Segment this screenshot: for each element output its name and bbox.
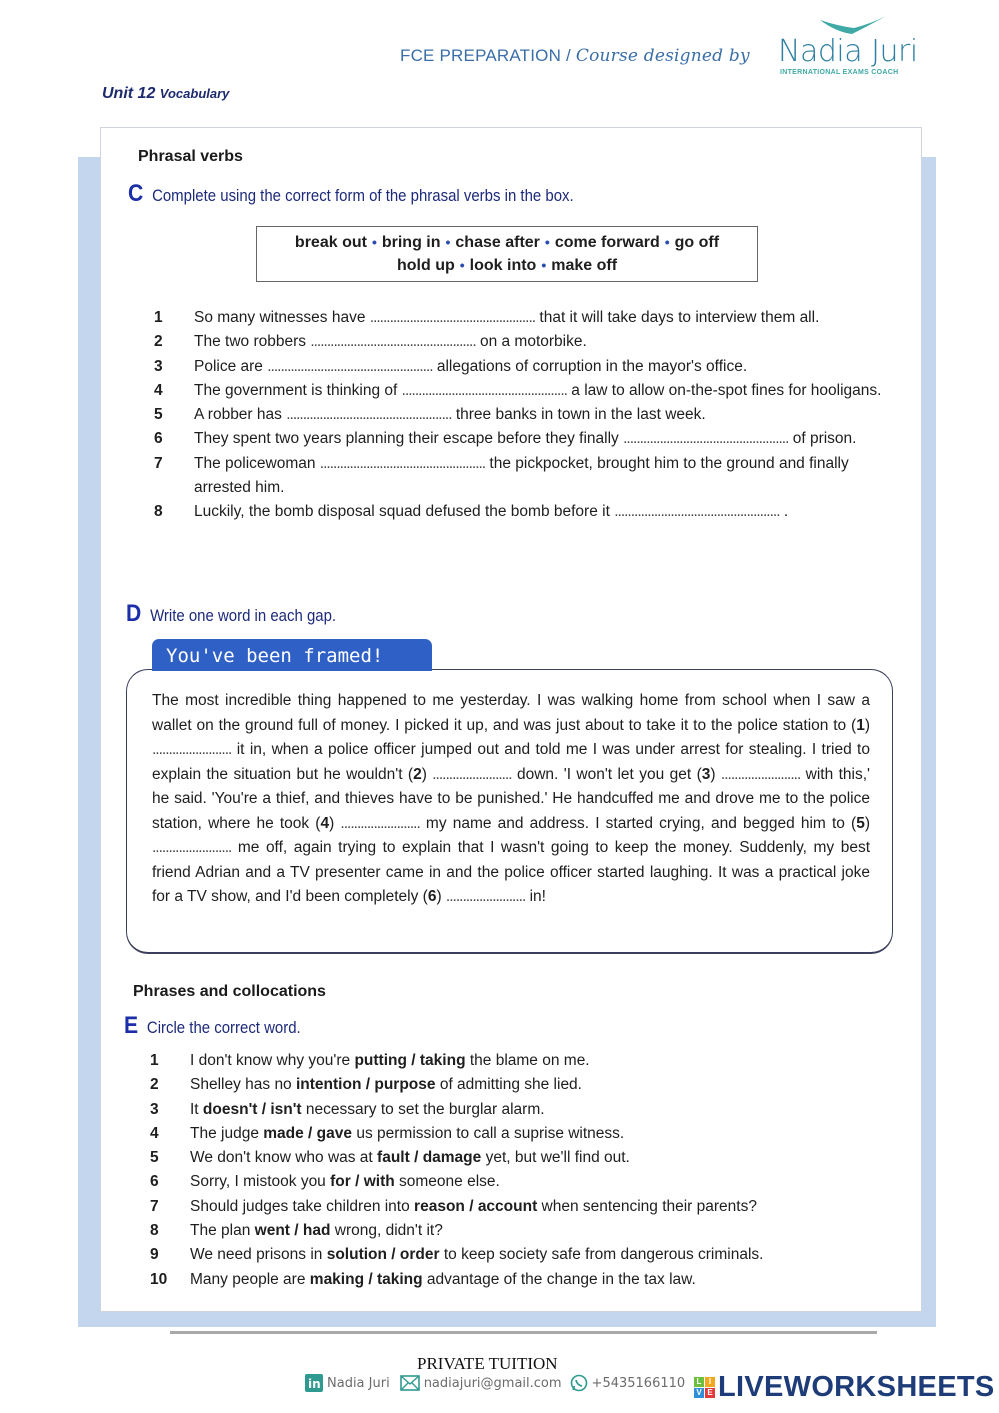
exercise-letter: C — [128, 180, 144, 207]
exercise-c-item — [150, 330, 890, 354]
option-slash: / — [257, 1100, 271, 1118]
sentence-start: We need prisons in — [190, 1246, 327, 1264]
sentence-end: allegations of corruption in the mayor's office. — [432, 357, 748, 375]
item-sentence — [190, 1122, 886, 1146]
sentence-start: It — [190, 1100, 203, 1118]
exercise-e-item — [146, 1146, 886, 1170]
word-option[interactable]: went — [254, 1222, 290, 1240]
item-number: 5 — [150, 1149, 159, 1167]
sentence-end: to keep society safe from dangerous criminals. — [439, 1246, 764, 1264]
sentence-end: when sentencing their parents? — [537, 1197, 757, 1215]
item-number: 7 — [150, 1197, 159, 1215]
option-slash: / — [350, 1173, 364, 1191]
phrasal-verb-option: come forward — [554, 234, 660, 251]
sentence-start: The government is thinking of — [194, 381, 402, 399]
story-segment: it in, when a police officer jumped out and told me I was under arrest for stealing. I tried to explain the situation but he wouldn't — [152, 741, 870, 783]
item-number: 6 — [150, 1173, 159, 1191]
word-option[interactable]: gave — [316, 1124, 353, 1142]
word-option[interactable]: order — [399, 1246, 440, 1264]
item-sentence — [194, 500, 890, 524]
item-sentence — [194, 452, 890, 501]
item-number: 3 — [150, 1100, 159, 1118]
unit-heading — [102, 85, 229, 103]
phrasal-verb-box — [256, 226, 758, 282]
option-slash: / — [409, 1149, 423, 1167]
item-number: 4 — [150, 1124, 159, 1142]
item-number: 1 — [150, 1052, 159, 1069]
gap-number: 5 — [856, 814, 865, 832]
bullet-separator: • — [664, 234, 670, 250]
gap-number: 3 — [701, 765, 711, 783]
answer-gap[interactable]: .................................................. — [614, 503, 780, 521]
sentence-start: Luckily, the bomb disposal squad defused the bomb before it — [194, 503, 615, 521]
phrasal-verb-option: hold up — [396, 257, 455, 274]
sentence-end: of prison. — [788, 430, 857, 448]
word-option[interactable]: putting — [354, 1052, 407, 1069]
story-gap[interactable]: (3) ........................ — [696, 765, 801, 783]
instruction-text: Complete using the correct form of the phrasal verbs in the box. — [152, 186, 574, 205]
option-slash: / — [406, 1052, 420, 1069]
sentence-end: that it will take days to interview them all. — [535, 309, 820, 326]
word-option[interactable]: for — [330, 1173, 351, 1191]
item-number: 7 — [154, 454, 163, 472]
answer-gap[interactable]: .................................................. — [401, 381, 567, 399]
brand-tile: I — [705, 1377, 715, 1387]
word-option[interactable]: reason — [414, 1197, 465, 1215]
item-sentence — [194, 427, 890, 451]
word-option[interactable]: had — [302, 1222, 331, 1240]
item-sentence — [190, 1195, 886, 1219]
email-address[interactable]: nadiajuri@gmail.com — [423, 1375, 562, 1391]
unit-label: Unit 12 — [102, 85, 156, 102]
email-icon[interactable] — [400, 1375, 420, 1391]
word-option[interactable]: purpose — [374, 1076, 436, 1094]
option-slash: / — [387, 1246, 400, 1264]
exercise-e-item — [146, 1268, 886, 1292]
sentence-end: advantage of the change in the tax law. — [422, 1270, 696, 1288]
option-slash: / — [361, 1076, 375, 1094]
brand-tile: L — [694, 1377, 704, 1387]
item-number: 5 — [154, 406, 163, 424]
sentence-end: on a motorbike. — [475, 333, 587, 351]
story-segment: my name and address. I started crying, and begged him to — [419, 814, 852, 832]
bullet-separator: • — [445, 234, 451, 250]
story-segment: me off, again trying to explain that I wasn't going to keep the money. Suddenly, my best friend Adrian and a TV presenter came in and the police officer started laughing. It was a practical joke for a TV show, and I'd been completely — [152, 839, 870, 905]
exercise-e-instruction — [124, 1012, 301, 1040]
logo-subtitle: INTERNATIONAL EXAMS COACH — [780, 69, 899, 76]
word-box-row — [257, 254, 757, 277]
item-sentence — [190, 1073, 886, 1097]
option-slash: / — [303, 1124, 317, 1142]
item-number: 4 — [154, 381, 163, 399]
bullet-separator: • — [459, 257, 465, 273]
item-sentence — [194, 379, 890, 403]
unit-topic: Vocabulary — [159, 86, 230, 101]
whatsapp-icon[interactable] — [570, 1374, 588, 1392]
exercise-d-instruction — [126, 600, 336, 628]
exercise-e-item — [146, 1170, 886, 1194]
sentence-end: a law to allow on-the-spot fines for hooligans. — [566, 381, 882, 399]
word-option[interactable]: made — [263, 1124, 304, 1142]
item-number: 1 — [154, 309, 163, 326]
answer-gap[interactable]: ........................ — [720, 765, 801, 783]
story-segment: down. 'I won't let you get — [511, 765, 697, 783]
sentence-start: Sorry, I mistook you — [190, 1173, 331, 1191]
word-option[interactable]: account — [477, 1197, 538, 1215]
word-option[interactable]: fault — [377, 1149, 410, 1167]
story-gap[interactable]: (1) ........................ — [152, 716, 870, 758]
answer-gap[interactable]: .................................................. — [267, 357, 433, 375]
exercise-letter: E — [124, 1012, 139, 1039]
item-sentence — [190, 1243, 886, 1267]
item-sentence — [190, 1098, 886, 1122]
item-number: 8 — [150, 1222, 159, 1240]
answer-gap[interactable]: .................................................. — [310, 333, 476, 351]
item-number: 2 — [154, 333, 163, 351]
phrasal-verb-option: chase after — [455, 234, 540, 251]
sentence-end: the pickpocket, brought him to the ground and finally arrested him. — [194, 454, 849, 497]
answer-gap[interactable]: ........................ — [445, 888, 526, 905]
word-option[interactable]: damage — [422, 1149, 482, 1167]
course-header — [400, 46, 750, 66]
linkedin-icon[interactable] — [305, 1374, 323, 1392]
sentence-end: someone else. — [394, 1173, 500, 1191]
sentence-end: yet, but we'll find out. — [481, 1149, 630, 1167]
item-sentence — [190, 1170, 886, 1194]
sentence-end: three banks in town in the last week. — [451, 406, 706, 424]
item-sentence — [194, 403, 890, 427]
header-separator: / — [566, 46, 571, 65]
story-gap[interactable]: (4) ........................ — [315, 814, 420, 832]
story-segment: The most incredible thing happened to me yesterday. I was walking home from school when I saw a wallet on the ground full of money. I picked it up, and was just about to take it to the police station to — [152, 692, 870, 734]
phrasal-verb-option: break out — [294, 234, 367, 251]
sentence-start: Shelley has no — [190, 1076, 296, 1094]
story-text — [152, 689, 870, 910]
gap-number: 2 — [413, 765, 422, 783]
exercise-e-item — [146, 1243, 886, 1267]
word-option[interactable]: isn't — [270, 1100, 302, 1118]
sentence-start: Should judges take children into — [190, 1197, 415, 1215]
brand-tile: V — [694, 1388, 704, 1398]
instruction-text: Write one word in each gap. — [150, 606, 337, 625]
phrasal-verb-option: look into — [469, 257, 537, 274]
answer-gap[interactable]: ........................ — [152, 741, 232, 758]
exercise-e-item — [146, 1122, 886, 1146]
option-slash: / — [364, 1270, 377, 1288]
bullet-separator: • — [541, 257, 547, 273]
exercise-e-item — [146, 1195, 886, 1219]
item-sentence — [194, 330, 890, 354]
answer-gap[interactable]: .................................................. — [286, 406, 452, 424]
gap-number: 4 — [320, 814, 330, 832]
liveworksheets-logo-icon — [694, 1377, 715, 1398]
sentence-start: A robber has — [194, 406, 287, 424]
sentence-end: wrong, didn't it? — [330, 1222, 443, 1240]
exercise-e-list — [146, 1049, 886, 1292]
story-segment: in! — [525, 888, 546, 905]
word-box-row — [257, 231, 757, 254]
nadia-juri-logo — [778, 14, 918, 78]
exercise-c-item — [150, 379, 890, 403]
item-number: 6 — [154, 430, 163, 448]
story-gap[interactable]: (2) ........................ — [407, 765, 512, 783]
word-option[interactable]: with — [363, 1173, 395, 1191]
exercise-c-instruction — [128, 180, 574, 208]
sentence-end: necessary to set the burglar alarm. — [301, 1100, 545, 1118]
brand-tile: E — [705, 1388, 715, 1398]
svg-text:in: in — [308, 1377, 321, 1391]
exercise-e-item — [146, 1049, 886, 1073]
sentence-start: The plan — [190, 1222, 255, 1240]
word-option[interactable]: taking — [376, 1270, 423, 1288]
item-number: 2 — [150, 1076, 159, 1094]
sentence-start: I don't know why you're — [190, 1052, 355, 1069]
section-heading-phrasal-verbs: Phrasal verbs — [138, 148, 243, 165]
item-sentence — [190, 1146, 886, 1170]
linkedin-name[interactable]: Nadia Juri — [327, 1375, 390, 1391]
footer-divider — [170, 1331, 877, 1334]
sentence-start: We don't know who was at — [190, 1149, 378, 1167]
story-gap[interactable]: (5) ........................ — [152, 814, 870, 856]
gap-number: 1 — [856, 716, 865, 734]
contact-bar — [305, 1374, 685, 1392]
exercise-c-item — [150, 427, 890, 451]
sentence-end: of admitting she lied. — [435, 1076, 582, 1094]
phrasal-verb-option: bring in — [381, 234, 441, 251]
option-slash: / — [289, 1222, 303, 1240]
sentence-start: Police are — [194, 357, 268, 375]
sentence-start: The policewoman — [194, 454, 320, 472]
item-number: 8 — [154, 503, 163, 521]
item-sentence — [194, 306, 890, 330]
liveworksheets-brand[interactable] — [694, 1371, 995, 1404]
exercise-c-item — [150, 355, 890, 379]
sentence-end: . — [779, 503, 789, 521]
bullet-separator: • — [371, 234, 377, 250]
sentence-start: So many witnesses have — [194, 309, 370, 326]
story-gap[interactable]: (6) ........................ — [422, 888, 526, 905]
bullet-separator: • — [544, 234, 550, 250]
exercise-e-item — [146, 1073, 886, 1097]
item-sentence — [190, 1268, 886, 1292]
answer-gap[interactable]: ........................ — [152, 839, 232, 856]
item-number: 3 — [154, 357, 163, 375]
item-number: 9 — [150, 1246, 159, 1264]
instruction-text: Circle the correct word. — [146, 1018, 301, 1037]
exercise-e-item — [146, 1098, 886, 1122]
story-segment: with this,' he said. 'You're a thief, and thieves have to be punished.' He handcuffed me and drove me to the police station, where he took — [152, 765, 871, 832]
item-number: 10 — [150, 1270, 168, 1288]
exercise-c-list — [150, 306, 890, 525]
exercise-c-item — [150, 452, 890, 501]
course-by-label: Course designed by — [575, 46, 750, 66]
exercise-e-item — [146, 1219, 886, 1243]
answer-gap[interactable]: .................................................. — [369, 309, 536, 326]
phone-number[interactable]: +5435166110 — [591, 1375, 686, 1391]
sentence-end: the blame on me. — [465, 1052, 590, 1069]
item-sentence — [194, 355, 890, 379]
answer-gap[interactable]: .................................................. — [623, 430, 789, 448]
phrasal-verb-option: go off — [674, 234, 720, 251]
program-label: FCE PREPARATION — [400, 46, 562, 65]
phrasal-verb-option: make off — [551, 257, 618, 274]
item-sentence — [190, 1219, 886, 1243]
answer-gap[interactable]: ........................ — [340, 814, 420, 832]
word-option[interactable]: taking — [419, 1052, 466, 1069]
sentence-end: us permission to call a suprise witness. — [352, 1124, 625, 1142]
word-option[interactable]: intention — [296, 1076, 362, 1094]
brand-name: LIVEWORKSHEETS — [718, 1371, 995, 1403]
exercise-c-item — [150, 500, 890, 524]
sentence-start: The judge — [190, 1124, 264, 1142]
sentence-start: Many people are — [190, 1270, 310, 1288]
answer-gap[interactable]: .................................................. — [319, 454, 486, 472]
footer-title: PRIVATE TUITION — [417, 1354, 558, 1373]
logo-name: Nadia Juri — [778, 34, 918, 69]
sentence-start: They spent two years planning their escape before they finally — [194, 430, 624, 448]
word-option[interactable]: doesn't — [202, 1100, 258, 1118]
word-option[interactable]: making — [309, 1270, 365, 1288]
exercise-letter: D — [126, 600, 142, 627]
exercise-c-item — [150, 306, 890, 330]
answer-gap[interactable]: ........................ — [432, 765, 512, 783]
section-heading-phrases-collocations: Phrases and collocations — [133, 983, 326, 1000]
exercise-c-item — [150, 403, 890, 427]
sentence-start: The two robbers — [194, 333, 311, 351]
option-slash: / — [464, 1197, 478, 1215]
item-sentence — [190, 1049, 886, 1073]
story-title: You've been framed! — [152, 639, 432, 671]
gap-number: 6 — [427, 888, 437, 905]
word-option[interactable]: solution — [326, 1246, 387, 1264]
